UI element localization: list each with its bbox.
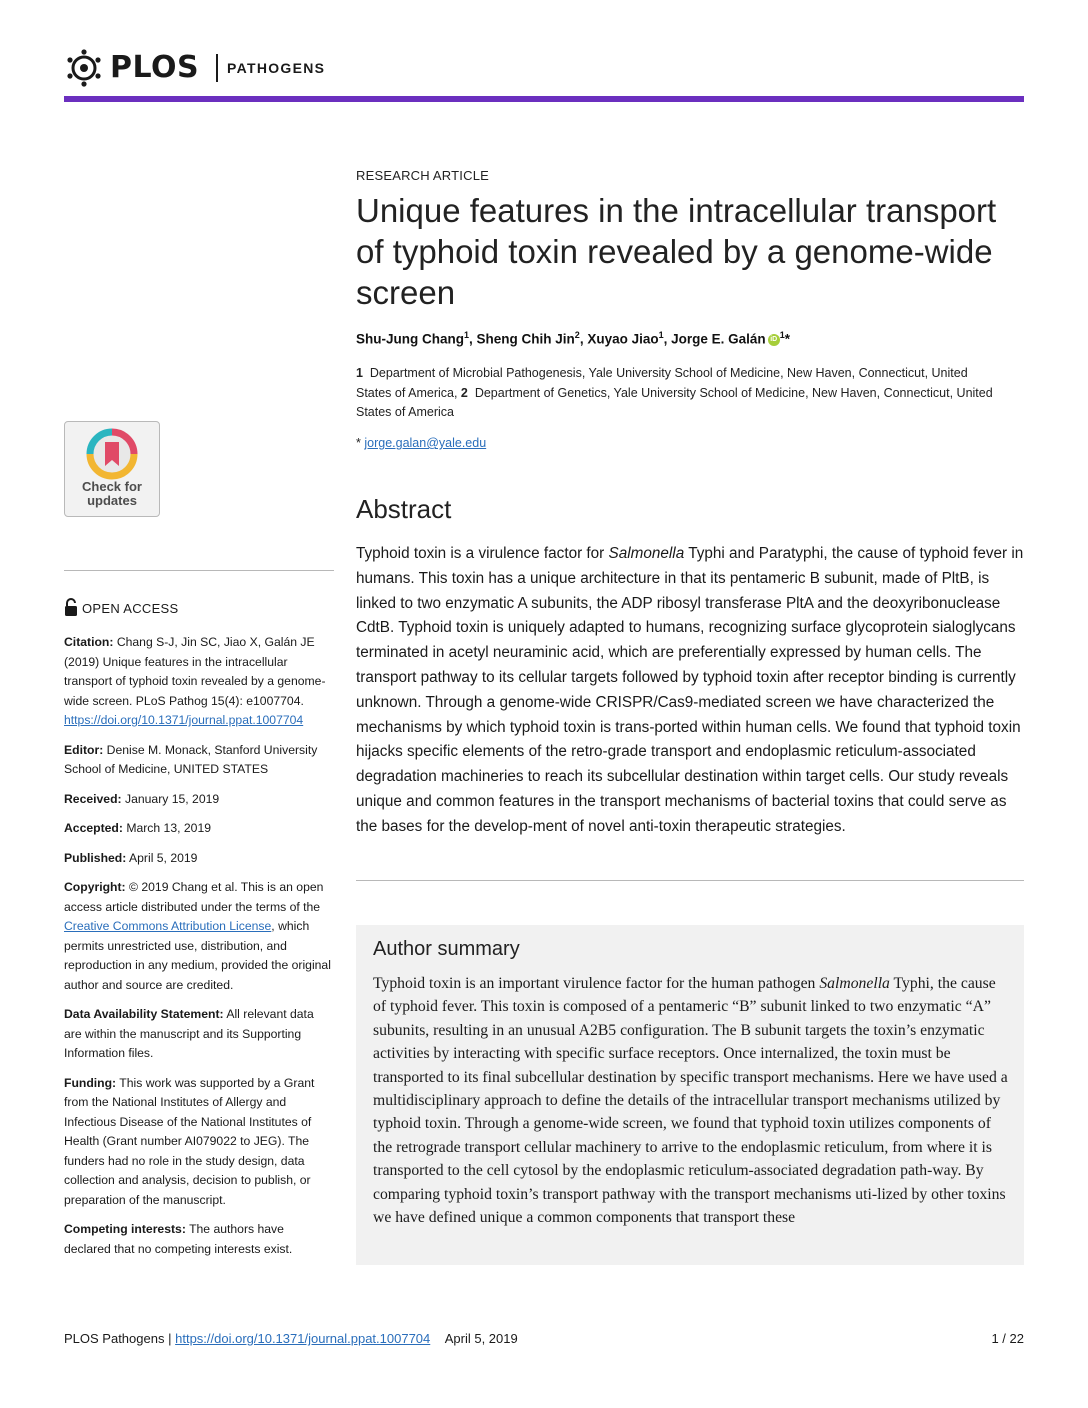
logo-divider	[216, 54, 218, 82]
author-summary-text	[373, 972, 1009, 1229]
article-type: RESEARCH ARTICLE	[356, 168, 489, 183]
abstract-text	[356, 542, 1024, 840]
open-access-text: OPEN ACCESS	[82, 601, 179, 616]
affiliations	[356, 364, 1006, 423]
editor-text: Denise M. Monack, Stanford University School of Medicine, UNITED STATES	[64, 742, 318, 776]
affil-number: 1	[356, 366, 363, 380]
email-link[interactable]: jorge.galan@yale.edu	[364, 436, 487, 450]
affil-text: Department of Microbial Pathogenesis, Yale University School of Medicine, New Haven, Connecticut, United States of America,	[356, 366, 968, 400]
plos-logo[interactable]	[64, 48, 334, 88]
article-title: Unique features in the intracellular transport of typhoid toxin revealed by a genome-wide screen	[356, 192, 997, 311]
article-metadata-sidebar	[64, 633, 334, 1269]
header-rule	[64, 96, 1024, 102]
abstract-text-part: Typhi and Paratyphi, the cause of typhoid fever in humans. This toxin has a unique architecture in that its pentameric B subunit, made of PltB, is linked to two enzymatic A subunits, the ADP ribosyl transferase PltA and the deoxyribonuclease CdtB. Typhoid toxin is uniquely adapted to humans, recognizing surface glycoprotein sialoglycans terminated in acetyl neuraminic acid, which are preferentially expressed by human cells. The transport pathway to its cellular targets followed by typhoid toxin after receptor binding is currently unknown. Through a genome-wide CRISPR/Cas9-mediated screen we have characterized the mechanisms by which typhoid toxin is trans-ported within human cells. We found that typhoid toxin hijacks specific elements of the retro-grade transport and endoplasmic reticulum-associated degradation machineries to reach its subcellular destination within target cells. Our study reveals unique and common features in the transport mechanisms of bacterial toxins that could serve as the bases for the develop-ment of novel anti-toxin therapeutic strategies.	[356, 545, 1024, 835]
author-list: Shu-Jung Chang$^1$, Sheng Chih Jin$^2$, Xuyao Jiao$^1$, Jorge E. Galán iD $^1$*	[356, 330, 790, 347]
data-availability-text: All relevant data are within the manuscript and its Supporting Information files.	[64, 1007, 314, 1060]
funding-block	[64, 1074, 334, 1211]
plos-mark-icon	[64, 48, 104, 88]
published-label: Published:	[64, 850, 127, 865]
footer-journal: PLOS Pathogens	[64, 1331, 165, 1346]
received-date: January 15, 2019	[124, 791, 220, 806]
summary-italic: Salmonella	[819, 975, 890, 992]
copyright-block	[64, 878, 334, 995]
received-block	[64, 790, 334, 810]
copyright-text-end: , which permits unrestricted use, distribution, and reproduction in any medium, provided the original author and source are credited.	[64, 919, 331, 992]
editor-block	[64, 741, 334, 780]
received-label: Received:	[64, 791, 122, 806]
footer-date: April 5, 2019	[444, 1331, 518, 1346]
citation-block	[64, 633, 334, 731]
orcid-icon[interactable]: iD	[768, 334, 780, 346]
abstract-italic: Salmonella	[608, 545, 685, 562]
footer-separator: |	[168, 1331, 172, 1346]
footer-doi-link[interactable]: https://doi.org/10.1371/journal.ppat.1007704	[175, 1331, 431, 1346]
accepted-block	[64, 819, 334, 839]
author-affil-sup: 1	[464, 330, 470, 340]
page-number: 1 / 22	[991, 1331, 1024, 1346]
open-access-label	[64, 598, 179, 616]
author-name[interactable]: Shu-Jung Chang	[356, 331, 464, 347]
citation-doi-link[interactable]: https://doi.org/10.1371/journal.ppat.1007704	[64, 713, 304, 727]
corresponding-author	[356, 436, 486, 450]
funding-label: Funding:	[64, 1075, 117, 1090]
corresponding-mark: *	[356, 436, 361, 450]
copyright-label: Copyright:	[64, 880, 126, 894]
abstract-text-part: Typhoid toxin is a virulence factor for	[356, 545, 609, 562]
author-name[interactable]: Sheng Chih Jin	[476, 331, 575, 347]
author-affil-sup: 1	[779, 330, 785, 340]
affil-text: Department of Genetics, Yale University School of Medicine, New Haven, Connecticut, United States of America	[356, 385, 993, 419]
accepted-date: March 13, 2019	[126, 821, 212, 835]
competing-interests-text: The authors have declared that no competing interests exist.	[64, 1222, 293, 1256]
author-summary-heading: Author summary	[373, 938, 520, 960]
competing-interests-label: Competing interests:	[64, 1222, 186, 1236]
check-for-updates-badge[interactable]	[64, 421, 160, 517]
accepted-label: Accepted:	[64, 821, 123, 835]
funding-text: This work was supported by a Grant from the National Institutes of Allergy and Infectious Disease of the National Institutes of Health (Grant number AI079022 to JEG). The funders had no role in the study design, data collection and analysis, decision to publish, or preparation of the manuscript.	[64, 1075, 315, 1207]
sidebar-divider	[64, 570, 334, 571]
summary-text-part: Typhoid toxin is an important virulence factor for the human pathogen	[373, 975, 820, 992]
copyright-text: © 2019 Chang et al. This is an open access article distributed under the terms of the	[64, 880, 324, 914]
author-affil-sup: 2	[574, 330, 580, 340]
author-name[interactable]: Xuyao Jiao	[587, 331, 659, 347]
corresponding-star: *	[784, 331, 790, 347]
citation-text: Chang S-J, Jin SC, Jiao X, Galán JE (2019) Unique features in the intracellular transport of typhoid toxin revealed by a genome-wide screen. PLoS Pathog 15(4): e1007704.	[64, 635, 326, 708]
license-link[interactable]: Creative Commons Attribution License	[64, 919, 272, 933]
page-footer	[64, 1331, 1024, 1346]
journal-name: PATHOGENS	[227, 60, 326, 76]
check-updates-label: Check for updates	[82, 479, 142, 508]
citation-label: Citation:	[64, 635, 114, 649]
published-date: April 5, 2019	[129, 850, 198, 865]
abstract-divider	[356, 880, 1024, 881]
data-availability-label: Data Availability Statement:	[64, 1007, 224, 1021]
published-block	[64, 849, 334, 869]
affil-number: 2	[460, 385, 468, 400]
check-updates-icon	[86, 428, 138, 480]
competing-interests-block	[64, 1220, 334, 1259]
abstract-heading: Abstract	[356, 494, 452, 524]
author-name[interactable]: Jorge E. Galán	[671, 331, 766, 347]
summary-text-part: Typhi, the cause of typhoid fever. This toxin is composed of a pentameric “B” subunit linked to two enzymatic “A” subunits, resulting in an unusual A2B5 configuration. The B subunit targets the toxin’s enzymatic activities by interacting with specific surface receptors. Once internalized, the toxin must be transported to its final subcellular destination by specific transport mechanisms. Here we have used a multidisciplinary approach to define the details of the intracellular transport mechanisms utilized by typhoid toxin. Through a genome-wide screen, we found that typhoid toxin utilizes components of the retrograde transport cellular machinery to arrive to the endoplasmic reticulum, from where it is transported to the cell cytosol by the endoplasmic reticulum-associated degradation path-way. By comparing typhoid toxin’s transport pathway with the transport mechanisms uti-lized by other toxins we have defined unique a common components that transport these	[373, 975, 1008, 1227]
open-lock-icon	[64, 598, 78, 616]
data-availability-block	[64, 1005, 334, 1064]
editor-label: Editor:	[64, 742, 104, 757]
brand-name: PLOS	[110, 50, 200, 85]
author-affil-sup: 1	[658, 330, 664, 340]
